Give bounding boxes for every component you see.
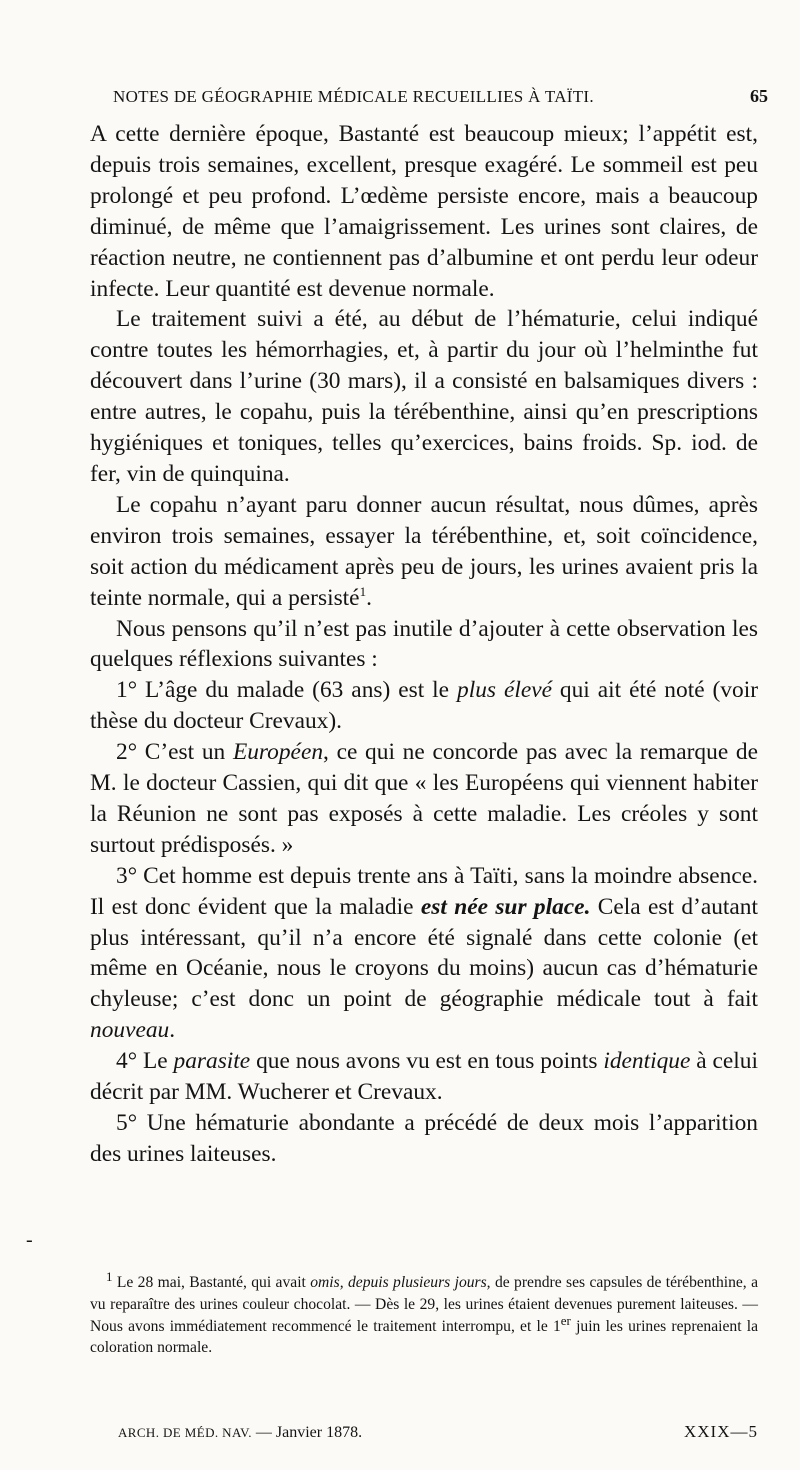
- footnote-superscript: er: [560, 1312, 571, 1328]
- footnote-text: Le 28 mai, Bastanté, qui avait: [112, 1274, 311, 1291]
- paragraph-text: Le copahu n’ayant paru donner aucun résultat, nous dûmes, après environ trois semaines, essayer la térébenthine, et, soit coïncidence, soit action du médicament après peu de jours, les urines avaient pris la teinte normale, qui a persisté: [90, 491, 758, 611]
- footnote-text: de prendre ses capsules de térébenthine, a vu reparaître des urines couleur chocolat. — Dès le 29, les urines étaient devenues purement laiteuses. — Nous avons immédiatement recommencé le traitement interrompu, et le 1: [90, 1274, 758, 1335]
- item-text: C’est un: [137, 739, 233, 766]
- footnote-marker: 1: [359, 583, 367, 599]
- paragraph: Nous pensons qu’il n’est pas inutile d’ajouter à cette observation les quelques réflexions suivantes :: [90, 615, 758, 673]
- item-text: , ce qui ne concorde pas avec la remarque de M. le docteur Cassien, qui dit que « les Européens qui viennent habiter la Réunion ne sont pas exposés à cette maladie. Les créoles y sont surtout prédisposés. »: [90, 739, 758, 858]
- footnote: [90, 1268, 758, 1359]
- item-number: 5°: [116, 1110, 138, 1136]
- issue-date: — Janvier 1878.: [255, 1424, 363, 1441]
- item-emphasis: identique: [603, 1048, 691, 1075]
- page-footer: [118, 1422, 758, 1444]
- list-item: [90, 1108, 758, 1170]
- main-text: [90, 119, 758, 1170]
- list-item: [90, 1046, 758, 1108]
- footnote-emphasis: omis, depuis plusieurs jours,: [310, 1274, 491, 1291]
- margin-mark: -: [26, 1229, 33, 1251]
- item-text: à celui décrit par MM. Wucherer et Crevaux.: [90, 1048, 758, 1106]
- footnote-number: 1: [106, 1268, 113, 1284]
- item-text: que nous avons vu est en tous points: [250, 1048, 604, 1075]
- journal-name: ARCH. DE MÉD. NAV.: [118, 1425, 252, 1440]
- paragraph: Le traitement suivi a été, au début de l’hématurie, celui indiqué contre toutes les hémorrhagies, et, à partir du jour où l’helminthe fut découvert dans l’urine (30 mars), il a consisté en balsamiques divers : entre autres, le copahu, puis la térébenthine, ainsi qu’en prescriptions hygiéniques et toniques, telles qu’exercices, bains froids. Sp. iod. de fer, vin de quinquina.: [90, 306, 758, 487]
- item-number: 1°: [116, 677, 138, 704]
- item-text: Cela est d’autant plus intéressant, qu’il n’a encore été signalé dans cette colonie (et même en Océanie, nous le croyons du moins) aucun cas d’hématurie chyleuse; c’est donc un point de géographie médicale tout à fait: [90, 893, 759, 1013]
- item-text: qui ait été noté (voir thèse du docteur Crevaux).: [90, 677, 758, 735]
- paragraph: Le copahu n’ayant paru donner aucun résultat, nous dûmes, après environ trois semaines, essayer la térébenthine, et, soit coïncidence, soit action du médicament après peu de jours, les urines avaient pris la teinte normale, qui a persisté$^1$.: [90, 491, 758, 611]
- running-title: NOTES DE GÉOGRAPHIE MÉDICALE RECUEILLIES À TAÏTI.: [113, 87, 594, 106]
- item-number: 2°: [116, 739, 138, 766]
- footnote-area: [90, 1268, 758, 1359]
- journal-reference: [118, 1424, 362, 1442]
- item-emphasis: nouveau: [90, 1017, 170, 1044]
- item-emphasis: parasite: [173, 1048, 251, 1075]
- paragraph: A cette dernière époque, Bastanté est beaucoup mieux; l’appétit est, depuis trois semaines, excellent, presque exagéré. Le sommeil est peu prolongé et peu profond. L’œdème persiste encore, mais a beaucoup diminué, de même que l’amaigrissement. Les urines sont claires, de réaction neutre, ne contiennent pas d’albumine et ont perdu leur odeur infecte. Leur quantité est devenue normale.: [90, 121, 758, 302]
- list-item: [90, 861, 758, 1046]
- sheet-signature: XXIX—5: [684, 1422, 758, 1441]
- item-emphasis: est née sur place.: [420, 893, 591, 920]
- item-emphasis: Européen: [232, 739, 324, 766]
- item-number: 3°: [116, 862, 138, 889]
- item-number: 4°: [116, 1048, 138, 1075]
- item-text: .: [169, 1017, 176, 1044]
- item-text: Cet homme est depuis trente ans à Taïti, sans la moindre absence. Il est donc évident que la maladie: [90, 862, 758, 920]
- item-text: Une hématurie abondante a précédé de deux mois l’apparition des urines laiteuses.: [90, 1110, 758, 1167]
- page-header: [113, 86, 768, 110]
- list-item: [90, 675, 758, 737]
- footnote-text: juin les urines reprenaient la coloration normale.: [90, 1317, 758, 1357]
- item-text: L’âge du malade (63 ans) est le: [137, 677, 457, 704]
- list-item: [90, 737, 758, 861]
- page-number: 65: [750, 86, 768, 106]
- item-text: Le: [137, 1048, 174, 1075]
- item-emphasis: plus élevé: [457, 677, 552, 704]
